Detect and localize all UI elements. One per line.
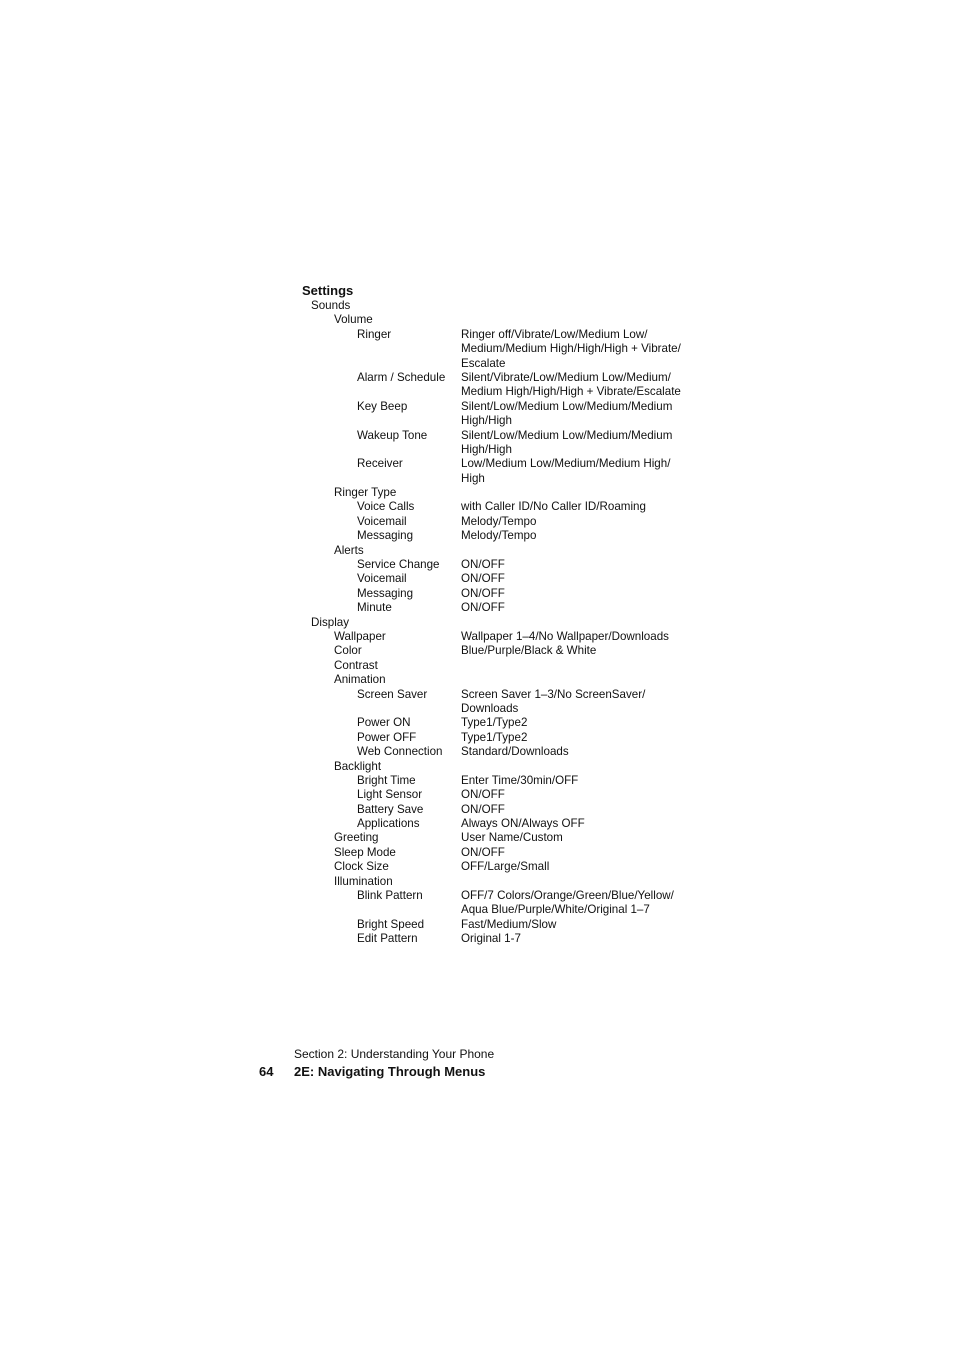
menu-row (0, 932, 954, 946)
menu-row (0, 313, 954, 327)
menu-row (0, 558, 954, 572)
menu-row (0, 630, 954, 644)
menu-row (0, 875, 954, 889)
menu-item-label: Alerts (334, 543, 364, 557)
menu-item-options: Low/Medium Low/Medium/Medium High/ (461, 457, 671, 471)
menu-row (0, 616, 954, 630)
menu-item-options: Melody/Tempo (461, 529, 537, 543)
menu-item-label: Applications (357, 817, 420, 831)
menu-item-options: Downloads (461, 701, 519, 715)
menu-item-label: Screen Saver (357, 687, 428, 701)
menu-row (0, 529, 954, 543)
menu-item-label: Voice Calls (357, 500, 415, 514)
menu-row (0, 601, 954, 615)
menu-row (0, 788, 954, 802)
footer-chapter-title: 2E: Navigating Through Menus (294, 1064, 486, 1079)
menu-item-label: Illumination (334, 874, 393, 888)
menu-item-options: Ringer off/Vibrate/Low/Medium Low/ (461, 327, 648, 341)
menu-item-label: Animation (334, 673, 386, 687)
menu-item-options: OFF/Large/Small (461, 860, 550, 874)
menu-item-label: Alarm / Schedule (357, 370, 446, 384)
menu-item-label: Voicemail (357, 572, 407, 586)
menu-item-options: ON/OFF (461, 845, 505, 859)
menu-row (0, 716, 954, 730)
menu-row (0, 457, 954, 471)
menu-item-label: Backlight (334, 759, 382, 773)
menu-item-options: Standard/Downloads (461, 745, 569, 759)
menu-item-label: Ringer Type (334, 486, 397, 500)
menu-row (0, 846, 954, 860)
menu-item-options: Always ON/Always OFF (461, 817, 585, 831)
menu-row (0, 774, 954, 788)
page-title: Settings (302, 283, 354, 298)
settings-menu-list (0, 299, 954, 947)
menu-row (0, 659, 954, 673)
menu-item-label: Sounds (311, 299, 351, 312)
menu-item-label: Battery Save (357, 802, 424, 816)
menu-row (0, 889, 954, 903)
menu-row (0, 803, 954, 817)
menu-row (0, 500, 954, 514)
menu-item-label: Power OFF (357, 730, 417, 744)
menu-row (0, 342, 954, 356)
menu-row (0, 544, 954, 558)
menu-item-label: Minute (357, 601, 392, 615)
menu-item-options: High (461, 471, 485, 485)
menu-row (0, 587, 954, 601)
menu-item-options: Wallpaper 1–4/No Wallpaper/Downloads (461, 629, 669, 643)
menu-item-options: Blue/Purple/Black & White (461, 644, 597, 658)
menu-item-label: Clock Size (334, 860, 389, 874)
menu-item-label: Power ON (357, 716, 411, 730)
menu-row (0, 515, 954, 529)
menu-item-label: Bright Speed (357, 917, 425, 931)
menu-row (0, 860, 954, 874)
menu-row (0, 731, 954, 745)
menu-item-options: OFF/7 Colors/Orange/Green/Blue/Yellow/ (461, 889, 674, 903)
menu-item-options: with Caller ID/No Caller ID/Roaming (461, 500, 646, 514)
menu-item-label: Bright Time (357, 773, 416, 787)
menu-item-options: Fast/Medium/Slow (461, 917, 557, 931)
menu-item-options: Type1/Type2 (461, 730, 528, 744)
menu-item-label: Web Connection (357, 745, 443, 759)
menu-item-options: Silent/Low/Medium Low/Medium/Medium (461, 428, 673, 442)
menu-row (0, 443, 954, 457)
menu-row (0, 903, 954, 917)
menu-row (0, 400, 954, 414)
menu-row (0, 572, 954, 586)
menu-item-options: Escalate (461, 356, 506, 370)
menu-row (0, 918, 954, 932)
menu-item-label: Wallpaper (334, 629, 386, 643)
menu-item-label: Messaging (357, 529, 414, 543)
menu-row (0, 486, 954, 500)
menu-row (0, 299, 954, 313)
menu-row (0, 831, 954, 845)
menu-item-options: Silent/Low/Medium Low/Medium/Medium (461, 399, 673, 413)
menu-item-options: ON/OFF (461, 586, 505, 600)
menu-item-options: Silent/Vibrate/Low/Medium Low/Medium/ (461, 370, 671, 384)
menu-item-options: Melody/Tempo (461, 514, 537, 528)
menu-item-label: Voicemail (357, 514, 407, 528)
menu-item-options: Medium/Medium High/High/High + Vibrate/ (461, 342, 681, 356)
menu-item-label: Greeting (334, 831, 379, 845)
menu-row (0, 328, 954, 342)
menu-item-options: ON/OFF (461, 788, 505, 802)
menu-item-options: ON/OFF (461, 558, 505, 572)
menu-row (0, 357, 954, 371)
menu-item-options: High/High (461, 414, 512, 428)
menu-item-options: ON/OFF (461, 802, 505, 816)
menu-row (0, 745, 954, 759)
menu-item-label: Blink Pattern (357, 889, 423, 903)
menu-item-label: Edit Pattern (357, 932, 418, 946)
menu-item-options: Medium High/High/High + Vibrate/Escalate (461, 385, 681, 399)
menu-item-options: High/High (461, 442, 512, 456)
menu-item-options: Enter Time/30min/OFF (461, 773, 579, 787)
menu-item-label: Wakeup Tone (357, 428, 428, 442)
menu-row (0, 673, 954, 687)
menu-row (0, 371, 954, 385)
menu-row (0, 429, 954, 443)
menu-row (0, 644, 954, 658)
menu-item-options: Aqua Blue/Purple/White/Original 1–7 (461, 903, 650, 917)
menu-row (0, 414, 954, 428)
menu-item-options: Screen Saver 1–3/No ScreenSaver/ (461, 687, 646, 701)
menu-item-label: Key Beep (357, 399, 408, 413)
menu-item-label: Volume (334, 313, 373, 327)
menu-item-label: Messaging (357, 586, 414, 600)
menu-item-label: Ringer (357, 327, 392, 341)
menu-item-label: Service Change (357, 558, 440, 572)
menu-item-label: Color (334, 644, 362, 658)
footer-section-title: Section 2: Understanding Your Phone (294, 1047, 495, 1061)
menu-item-label: Receiver (357, 457, 403, 471)
menu-item-label: Sleep Mode (334, 845, 396, 859)
menu-item-options: ON/OFF (461, 601, 505, 615)
menu-row (0, 688, 954, 702)
menu-item-options: Original 1-7 (461, 932, 521, 946)
menu-row (0, 702, 954, 716)
page-number: 64 (259, 1064, 274, 1079)
menu-row (0, 385, 954, 399)
menu-item-label: Contrast (334, 658, 378, 672)
menu-item-label: Display (311, 615, 350, 629)
menu-row (0, 760, 954, 774)
menu-item-options: ON/OFF (461, 572, 505, 586)
menu-item-options: User Name/Custom (461, 831, 563, 845)
menu-row (0, 817, 954, 831)
menu-item-options: Type1/Type2 (461, 716, 528, 730)
menu-item-label: Light Sensor (357, 788, 423, 802)
menu-row (0, 472, 954, 486)
